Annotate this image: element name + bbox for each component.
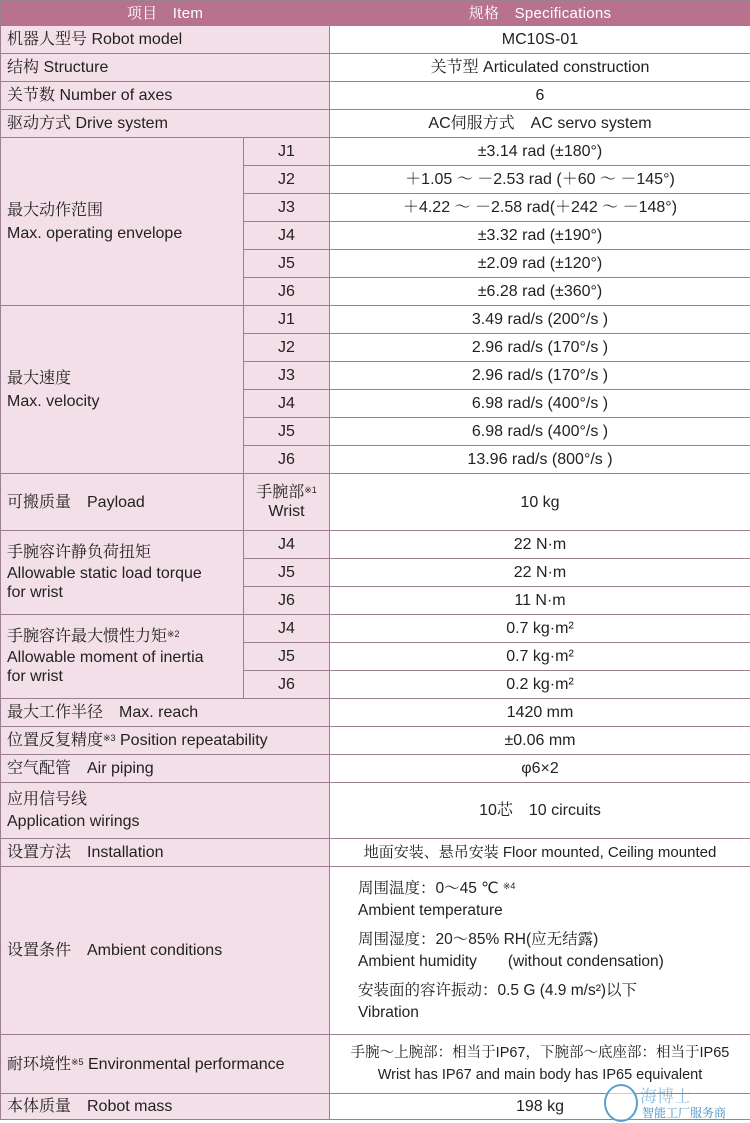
ambient-temp-cn: 周围温度：0～45 ℃	[358, 880, 503, 897]
label-velocity-en: Max. velocity	[7, 392, 100, 410]
label-torque	[1, 531, 244, 615]
header-item: 项目 Item	[1, 1, 330, 26]
label-install: 设置方法 Installation	[1, 839, 330, 867]
row-inertia-j4	[1, 615, 750, 643]
mascot-icon	[604, 1084, 638, 1122]
axis-value: 6.98 rad/s (400°/s )	[330, 390, 750, 418]
axis-value: ＋1.05 ～ －2.53 rad (＋60 ～ －145°)	[330, 166, 750, 194]
axis-value: 0.7 kg·m²	[330, 615, 750, 643]
header-spec: 规格 Specifications	[330, 1, 750, 26]
label-air: 空气配管 Air piping	[1, 755, 330, 783]
axis-value: 0.2 kg·m²	[330, 671, 750, 699]
label-torque-cn: 手腕容许静负荷扭矩	[7, 544, 152, 561]
payload-wrist-cn: 手腕部	[256, 484, 305, 501]
ambient-vib-cn: 安装面的容许振动：0.5 G (4.9 m/s²)以下	[358, 982, 638, 999]
axis-value: 2.96 rad/s (170°/s )	[330, 362, 750, 390]
note-3: ※3	[103, 733, 116, 743]
row-reach	[1, 699, 750, 727]
axis-value: ＋4.22 ～ －2.58 rad(＋242 ～ －148°)	[330, 194, 750, 222]
row-axes	[1, 82, 750, 110]
axis-label: J1	[244, 306, 330, 334]
row-structure	[1, 54, 750, 82]
label-repeatability-en: Position repeatability	[115, 732, 268, 749]
label-repeatability	[1, 727, 330, 755]
axis-value: 0.7 kg·m²	[330, 643, 750, 671]
label-env-cn: 耐环境性	[7, 1055, 72, 1073]
row-install	[1, 839, 750, 867]
row-wiring	[1, 783, 750, 839]
row-model	[1, 26, 750, 54]
axis-label: J4	[244, 222, 330, 250]
axis-value: 22 N·m	[330, 531, 750, 559]
note-2: ※2	[167, 629, 180, 639]
payload-wrist	[244, 474, 330, 531]
ambient-vib-en: Vibration	[358, 1004, 419, 1021]
label-envelope-en: Max. operating envelope	[7, 224, 183, 242]
ambient-hum-en: Ambient humidity (without condensation)	[358, 953, 664, 970]
value-drive: AC伺服方式 AC servo system	[330, 110, 750, 138]
axis-value: 3.49 rad/s (200°/s )	[330, 306, 750, 334]
label-reach: 最大工作半径 Max. reach	[1, 699, 330, 727]
label-env-en: Environmental performance	[83, 1055, 285, 1073]
label-payload: 可搬质量 Payload	[1, 474, 244, 531]
ambient-temp-cn-wrap	[358, 879, 750, 898]
label-env	[1, 1035, 330, 1094]
label-model: 机器人型号 Robot model	[1, 26, 330, 54]
header-row	[1, 1, 750, 26]
label-axes: 关节数 Number of axes	[1, 82, 330, 110]
value-ambient	[330, 867, 750, 1035]
row-payload	[1, 474, 750, 531]
label-structure: 结构 Structure	[1, 54, 330, 82]
axis-label: J5	[244, 250, 330, 278]
axis-label: J3	[244, 194, 330, 222]
axis-value: ±3.14 rad (±180°)	[330, 138, 750, 166]
value-wiring: 10芯 10 circuits	[330, 783, 750, 839]
label-inertia-en1: Allowable moment of inertia	[7, 649, 204, 666]
watermark	[604, 1084, 746, 1120]
label-torque-en2: for wrist	[7, 584, 63, 601]
label-ambient: 设置条件 Ambient conditions	[1, 867, 330, 1035]
ambient-temp-en: Ambient temperature	[358, 902, 503, 919]
row-air	[1, 755, 750, 783]
axis-label: J6	[244, 671, 330, 699]
axis-label: J3	[244, 362, 330, 390]
axis-label: J2	[244, 334, 330, 362]
label-drive: 驱动方式 Drive system	[1, 110, 330, 138]
axis-label: J6	[244, 446, 330, 474]
label-repeatability-cn: 位置反复精度	[7, 732, 104, 749]
label-envelope	[1, 138, 244, 306]
row-envelope-j1	[1, 138, 750, 166]
axis-label: J6	[244, 278, 330, 306]
axis-value: 22 N·m	[330, 559, 750, 587]
value-structure: 关节型 Articulated construction	[330, 54, 750, 82]
value-mass: 198 kg	[330, 1094, 750, 1120]
value-repeatability: ±0.06 mm	[330, 727, 750, 755]
value-axes: 6	[330, 82, 750, 110]
payload-wrist-en: Wrist	[268, 503, 305, 520]
label-mass: 本体质量 Robot mass	[1, 1094, 330, 1120]
row-torque-j4	[1, 531, 750, 559]
env-value-1: 手腕～上腕部：相当于IP67，下腕部～底座部：相当于IP65	[350, 1044, 730, 1061]
watermark-logo: 海博士	[640, 1087, 691, 1106]
row-ambient	[1, 867, 750, 1035]
axis-label: J2	[244, 166, 330, 194]
axis-value: 6.98 rad/s (400°/s )	[330, 418, 750, 446]
label-inertia-cn-wrap	[7, 627, 237, 646]
axis-value: 2.96 rad/s (170°/s )	[330, 334, 750, 362]
axis-value: ±6.28 rad (±360°)	[330, 278, 750, 306]
axis-value: 13.96 rad/s (800°/s )	[330, 446, 750, 474]
note-4: ※4	[502, 881, 516, 891]
note-5: ※5	[71, 1056, 84, 1067]
axis-label: J1	[244, 138, 330, 166]
axis-label: J5	[244, 418, 330, 446]
axis-label: J4	[244, 390, 330, 418]
env-value-2: Wrist has IP67 and main body has IP65 equivalent	[377, 1066, 703, 1083]
value-install: 地面安装、悬吊安装 Floor mounted, Ceiling mounted	[330, 839, 750, 867]
axis-label: J6	[244, 587, 330, 615]
value-model: MC10S-01	[330, 26, 750, 54]
label-velocity	[1, 306, 244, 474]
label-inertia-en2: for wrist	[7, 668, 63, 685]
value-air: φ6×2	[330, 755, 750, 783]
label-inertia-cn: 手腕容许最大惯性力矩	[7, 628, 168, 645]
axis-value: ±3.32 rad (±190°)	[330, 222, 750, 250]
axis-value: ±2.09 rad (±120°)	[330, 250, 750, 278]
note-1: ※1	[304, 485, 317, 495]
value-payload: 10 kg	[330, 474, 750, 531]
axis-value: 11 N·m	[330, 587, 750, 615]
row-drive	[1, 110, 750, 138]
row-velocity-j1	[1, 306, 750, 334]
label-wiring-cn: 应用信号线	[7, 791, 88, 808]
axis-label: J5	[244, 643, 330, 671]
watermark-text: 智能工厂服务商	[642, 1106, 727, 1120]
label-inertia	[1, 615, 244, 699]
label-torque-en1: Allowable static load torque	[7, 565, 202, 582]
row-repeatability	[1, 727, 750, 755]
axis-label: J4	[244, 615, 330, 643]
label-velocity-cn: 最大速度	[7, 369, 72, 387]
value-reach: 1420 mm	[330, 699, 750, 727]
axis-label: J5	[244, 559, 330, 587]
ambient-hum-cn: 周围湿度：20～85% RH(应无结露)	[358, 931, 599, 948]
label-envelope-cn: 最大动作范围	[7, 201, 104, 219]
axis-label: J4	[244, 531, 330, 559]
label-wiring-en: Application wirings	[7, 813, 140, 830]
label-wiring	[1, 783, 330, 839]
